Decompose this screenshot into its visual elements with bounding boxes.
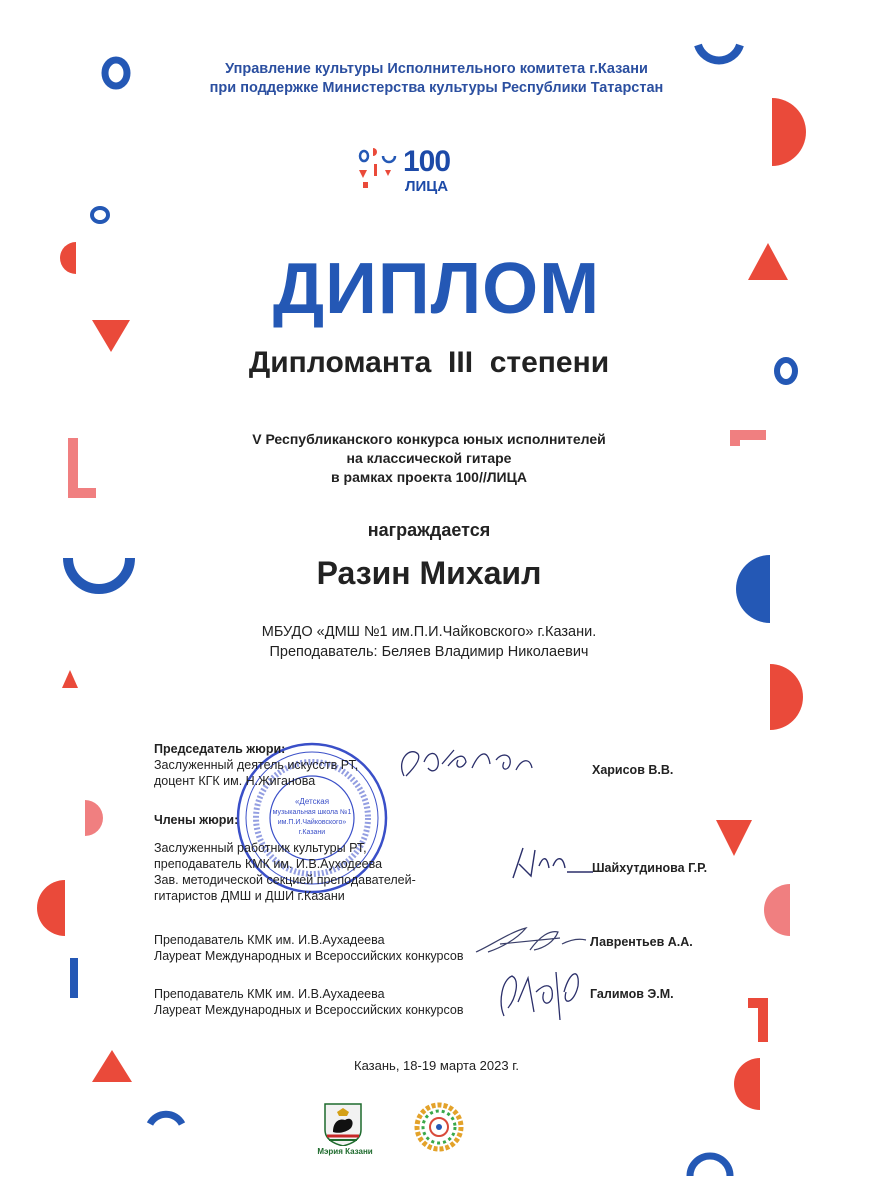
awarded-label: награждается: [367, 520, 491, 540]
signature-member-3: [494, 962, 586, 1024]
member-3-line-1: Преподаватель КМК им. И.В.Аухадеева: [154, 987, 385, 1001]
signature-member-1: [505, 842, 595, 882]
member-1-line-4: гитаристов ДМШ и ДШИ г.Казани: [154, 889, 345, 903]
red-half-circle-icon: [772, 98, 806, 166]
blue-arc-icon: [690, 1156, 730, 1176]
city-hall-label: Мэрия Казани: [317, 1147, 373, 1156]
blue-bar-icon: [70, 958, 78, 998]
jury-member-1-block: [154, 840, 416, 904]
jury-member-3-block: [154, 986, 463, 1018]
jury-chair-name: Харисов В.В.: [592, 763, 674, 777]
member-2-line-1: Преподаватель КМК им. И.В.Аухадеева: [154, 933, 385, 947]
organizer-line-1: Управление культуры Исполнительного комитета г.Казани: [225, 61, 648, 77]
member-1-name: Шайхутдинова Г.Р.: [592, 861, 708, 875]
stamp-text-1: «Детская: [294, 797, 330, 806]
stamp-text-4: г.Казани: [298, 829, 326, 836]
contest-line-3: в рамках проекта 100//ЛИЦА: [331, 469, 527, 485]
contest-description: [0, 430, 858, 487]
jury-chair-block: [154, 741, 358, 789]
festival-emblem-icon: [414, 1102, 464, 1152]
signature-member-2: [470, 922, 590, 958]
red-l-shape-icon: [748, 998, 768, 1042]
project-logo-icon: [355, 140, 403, 198]
red-triangle-icon: [62, 670, 78, 688]
organizer-header: [0, 60, 873, 98]
member-3-name: Галимов Э.М.: [590, 987, 674, 1001]
member-2-name: Лаврентьев А.А.: [590, 935, 693, 949]
teacher-name: Преподаватель: Беляев Владимир Николаевич: [269, 644, 589, 660]
member-1-line-2: преподаватель КМК им. И.В.Ауходеева: [154, 857, 383, 871]
diploma-degree: Дипломанта III степени: [248, 346, 610, 379]
member-3-line-2: Лауреат Международных и Всероссийских конкурсов: [154, 1003, 464, 1017]
jury-members-heading: Члены жюри:: [154, 813, 239, 827]
blue-ring-icon: [92, 208, 108, 222]
member-1-line-1: Заслуженный работник культуры РТ,: [154, 841, 367, 855]
school-info: [0, 622, 858, 662]
logo-word: ЛИЦА: [405, 178, 449, 195]
kazan-coat-of-arms-icon: [323, 1102, 363, 1146]
stamp-text-2: музыкальная школа №1: [272, 809, 352, 816]
red-half-circle-icon: [770, 664, 803, 730]
pink-half-circle-icon: [85, 800, 103, 836]
organizer-line-2: при поддержке Министерства культуры Республики Татарстан: [209, 80, 664, 96]
contest-line-2: на классической гитаре: [346, 450, 512, 466]
member-1-line-3: Зав. методической секцией преподавателей-: [154, 873, 416, 887]
contest-line-1: V Республиканского конкурса юных исполнителей: [252, 431, 606, 447]
blue-arc-icon: [150, 1114, 182, 1124]
member-2-line-2: Лауреат Международных и Всероссийских конкурсов: [154, 949, 464, 963]
jury-chair-heading: Председатель жюри:: [154, 742, 286, 756]
recipient-name: Разин Михаил: [316, 555, 542, 591]
logo-number: 100: [403, 145, 451, 178]
pink-half-circle-icon: [764, 884, 790, 936]
blue-arc-icon: [698, 45, 740, 60]
stamp-text-3: им.П.И.Чайковского»: [277, 819, 347, 826]
jury-chair-line-2: доцент КГК им. Н.Жиганова: [154, 774, 316, 788]
jury-chair-line-1: Заслуженный деятель искусств РТ,: [154, 758, 359, 772]
issue-date: Казань, 18-19 марта 2023 г.: [354, 1058, 519, 1073]
red-triangle-icon: [716, 820, 752, 856]
signature-chair: [392, 740, 542, 788]
red-half-circle-icon: [37, 880, 65, 936]
jury-members-heading-block: [154, 812, 238, 828]
school-name: МБУДО «ДМШ №1 им.П.И.Чайковского» г.Казани.: [261, 624, 597, 640]
jury-member-2-block: [154, 932, 463, 964]
diploma-title: ДИПЛОМ: [272, 249, 601, 329]
